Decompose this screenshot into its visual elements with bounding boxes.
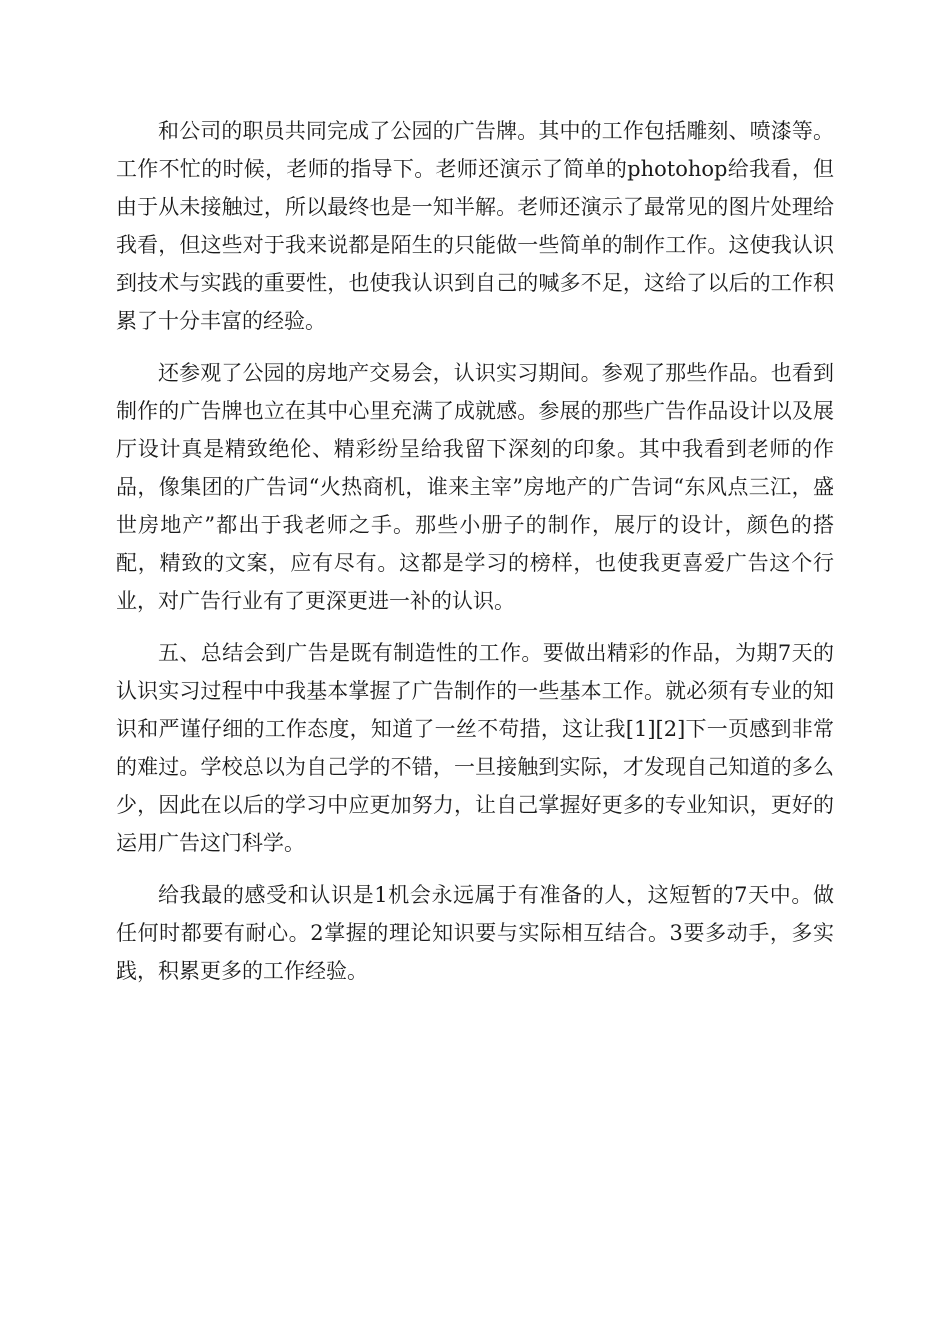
paragraph-real-estate-fair: 还参观了公园的房地产交易会，认识实习期间。参观了那些作品。也看到制作的广告牌也立在其中心里充满了成就感。参展的那些广告作品设计以及展厅设计真是精致绝伦、精彩纷呈给我留下深刻的印象。其中我看到老师的作品，像集团的广告词“火热商机，谁来主宰”房地产的广告词“东风点三江，盛世房地产”都出于我老师之手。那些小册子的制作，展厅的设计，颜色的搭配，精致的文案，应有尽有。这都是学习的榜样，也使我更喜爱广告这个行业，对广告行业有了更深更进一补的认识。 <box>116 361 834 613</box>
document-body <box>116 112 834 1004</box>
paragraph-work-experience: 和公司的职员共同完成了公园的广告牌。其中的工作包括雕刻、喷漆等。工作不忙的时候，老师的指导下。老师还演示了简单的photohop给我看，但由于从未接触过，所以最终也是一知半解。老师还演示了最常见的图片处理给我看，但这些对于我来说都是陌生的只能做一些简单的制作工作。这使我认识到技术与实践的重要性，也使我认识到自己的喊多不足，这给了以后的工作积累了十分丰富的经验。 <box>116 119 834 333</box>
paragraph-lessons: 给我最的感受和认识是1机会永远属于有准备的人，这短暂的7天中。做任何时都要有耐心。2掌握的理论知识要与实际相互结合。3要多动手，多实践，积累更多的工作经验。 <box>116 883 834 983</box>
paragraph-summary: 五、总结会到广告是既有制造性的工作。要做出精彩的作品，为期7天的认识实习过程中中我基本掌握了广告制作的一些基本工作。就必须有专业的知识和严谨仔细的工作态度，知道了一丝不苟措，这让我[1][2]下一页感到非常的难过。学校总以为自己学的不错，一旦接触到实际，才发现自己知道的多么少，因此在以后的学习中应更加努力，让自己掌握好更多的专业知识，更好的运用广告这门科学。 <box>116 641 834 855</box>
